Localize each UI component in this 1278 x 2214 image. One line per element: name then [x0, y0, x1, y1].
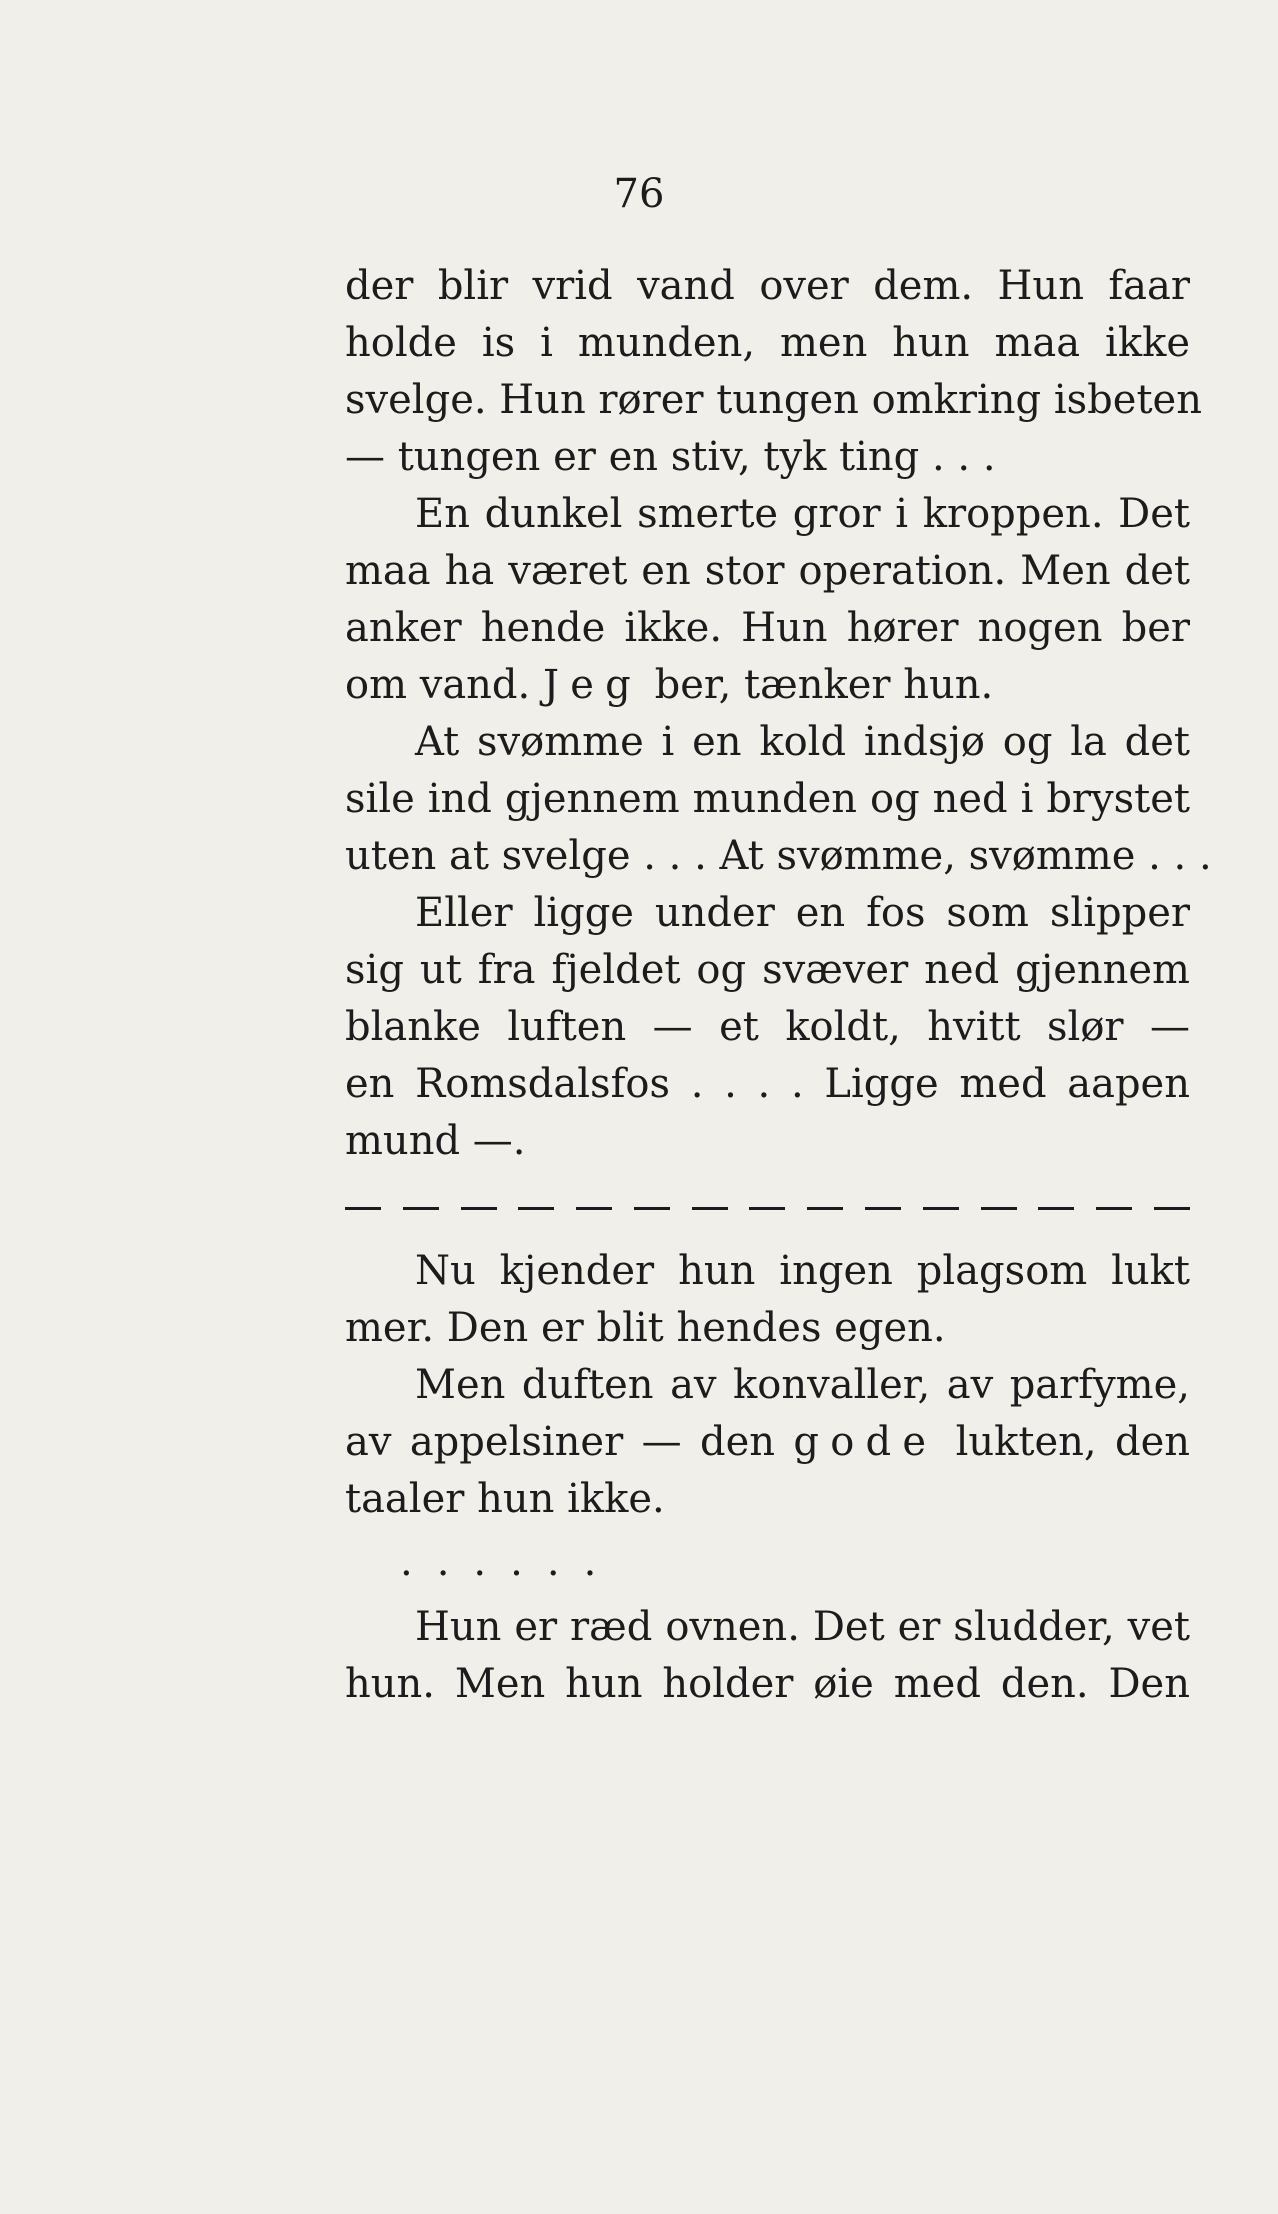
text-segment: ber, tænker hun.: [654, 662, 994, 708]
text-line: maa ha været en stor operation. Men det: [345, 548, 1190, 594]
text-line: sig ut fra fjeldet og svæver ned gjennem: [345, 947, 1190, 993]
text-segment: om vand.: [345, 662, 531, 708]
text-segment: av appelsiner — den: [345, 1419, 776, 1465]
text-line: [345, 657, 1190, 714]
text-line: Nu kjender hun ingen plagsom lukt: [415, 1248, 1190, 1294]
text-line: [345, 1414, 1190, 1471]
page-number: 76: [613, 171, 665, 217]
text-segment: lukten, den: [955, 1419, 1191, 1465]
text-line: anker hende ikke. Hun hører nogen ber: [345, 605, 1190, 651]
spaced-emphasis: Jeg: [542, 662, 642, 708]
text-line: blanke luften — et koldt, hvitt slør —: [345, 1004, 1190, 1050]
text-line: Hun er ræd ovnen. Det er sludder, vet: [415, 1604, 1190, 1650]
text-line: Men duften av konvaller, av parfyme,: [415, 1362, 1190, 1408]
text-line: sile ind gjennem munden og ned i brystet: [345, 776, 1190, 822]
text-line: At svømme i en kold indsjø og la det: [415, 719, 1190, 765]
text-line: taaler hun ikke.: [345, 1476, 665, 1522]
spaced-emphasis: gode: [793, 1419, 938, 1465]
text-line: En dunkel smerte gror i kroppen. Det: [415, 491, 1190, 537]
text-line: hun. Men hun holder øie med den. Den: [345, 1661, 1190, 1707]
text-line: holde is i munden, men hun maa ikke: [345, 320, 1190, 366]
ellipsis-separator: ......: [400, 1539, 621, 1585]
body-text: [345, 258, 1212, 1713]
text-line: — tungen er en stiv, tyk ting . . .: [345, 434, 996, 480]
text-line: en Romsdalsfos . . . . Ligge med aapen: [345, 1061, 1190, 1107]
text-line: mund —.: [345, 1118, 526, 1164]
text-line: svelge. Hun rører tungen omkring isbeten: [345, 377, 1202, 423]
text-line: Eller ligge under en fos som slipper: [415, 890, 1190, 936]
text-line: mer. Den er blit hendes egen.: [345, 1305, 946, 1351]
text-line: uten at svelge . . . At svømme, svømme . . .: [345, 833, 1212, 879]
dashed-separator: [345, 1180, 1190, 1237]
text-line: der blir vrid vand over dem. Hun faar: [345, 263, 1190, 309]
